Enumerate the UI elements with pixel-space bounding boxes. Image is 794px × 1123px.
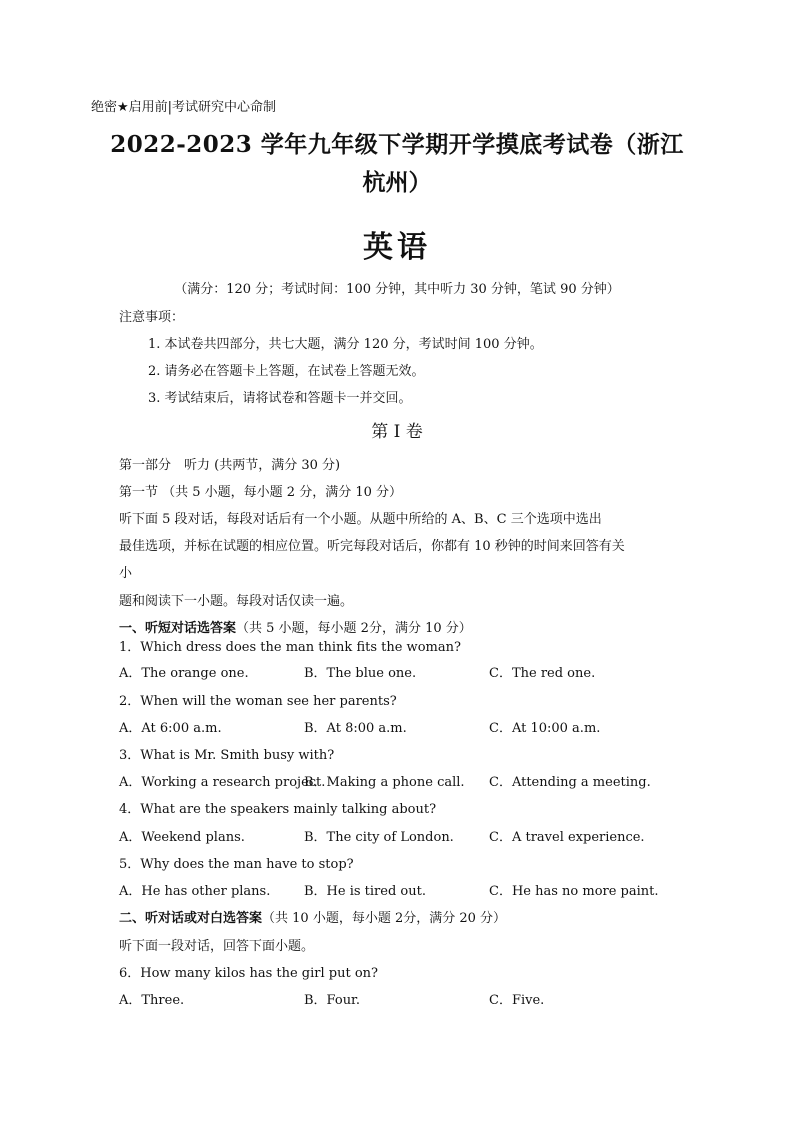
subsection1-heading bbox=[119, 617, 472, 636]
option-b: B．He is tired out. bbox=[304, 884, 426, 899]
instruction-line: 最佳选项，并标在试题的相应位置。听完每段对话后，你都有 10 秒钟的时间来回答有关 bbox=[119, 539, 625, 554]
subsection2-suffix: （共 10 小题，每小题 2分，满分 20 分） bbox=[262, 911, 507, 926]
section1-title: 第一节 （共 5 小题，每小题 2 分，满分 10 分） bbox=[119, 485, 403, 500]
note-item: 2. 请务必在答题卡上答题，在试卷上答题无效。 bbox=[148, 364, 425, 379]
subsection1-suffix: （共 5 小题，每小题 2分，满分 10 分） bbox=[236, 621, 472, 636]
option-c: C．Attending a meeting. bbox=[489, 775, 651, 790]
option-a: A．Working a research project. bbox=[119, 775, 326, 790]
option-c: C．Five. bbox=[489, 993, 545, 1008]
part1-title: 第一部分 听力 (共两节，满分 30 分) bbox=[119, 458, 341, 473]
option-a: A．The orange one. bbox=[119, 666, 249, 681]
confidential-label: 绝密★启用前|考试研究中心命制 bbox=[91, 100, 277, 115]
question-text: 4．What are the speakers mainly talking about? bbox=[119, 802, 437, 817]
score-info: （满分：120 分；考试时间：100 分钟，其中听力 30 分钟，笔试 90 分钟） bbox=[174, 282, 620, 297]
option-a: A．He has other plans. bbox=[119, 884, 271, 899]
question-text: 6．How many kilos has the girl put on? bbox=[119, 966, 378, 981]
option-c: C．The red one. bbox=[489, 666, 596, 681]
subsection2-heading bbox=[119, 907, 506, 926]
subject-title: 英语 bbox=[363, 230, 431, 265]
option-b: B．Four. bbox=[304, 993, 360, 1008]
option-a: A．At 6:00 a.m. bbox=[119, 721, 222, 736]
exam-title-line1: 2022-2023 学年九年级下学期开学摸底考试卷（浙江 bbox=[110, 131, 684, 158]
volume-heading: 第 I 卷 bbox=[371, 422, 423, 442]
option-c: C．A travel experience. bbox=[489, 830, 645, 845]
option-b: B．The city of London. bbox=[304, 830, 454, 845]
question-text: 3．What is Mr. Smith busy with? bbox=[119, 748, 335, 763]
instruction-line: 小 bbox=[119, 566, 133, 581]
subsection2-title: 二、听对话或对白选答案 bbox=[119, 911, 263, 926]
option-c: C．He has no more paint. bbox=[489, 884, 659, 899]
option-b: B．At 8:00 a.m. bbox=[304, 721, 407, 736]
subsection1-title: 一、听短对话选答案 bbox=[119, 621, 237, 636]
option-b: B．The blue one. bbox=[304, 666, 417, 681]
option-c: C．At 10:00 a.m. bbox=[489, 721, 601, 736]
option-b: B．Making a phone call. bbox=[304, 775, 465, 790]
question-text: 2．When will the woman see her parents? bbox=[119, 694, 397, 709]
question-text: 1．Which dress does the man think fits the woman? bbox=[119, 640, 461, 655]
subsection2-intro: 听下面一段对话，回答下面小题。 bbox=[119, 939, 315, 954]
option-a: A．Weekend plans. bbox=[119, 830, 245, 845]
note-item: 1. 本试卷共四部分，共七大题，满分 120 分，考试时间 100 分钟。 bbox=[148, 337, 543, 352]
notes-heading: 注意事项： bbox=[119, 310, 185, 325]
exam-title-line2: 杭州） bbox=[362, 169, 432, 196]
question-text: 5．Why does the man have to stop? bbox=[119, 857, 354, 872]
instruction-line: 题和阅读下一小题。每段对话仅读一遍。 bbox=[119, 594, 354, 609]
instruction-line: 听下面 5 段对话，每段对话后有一个小题。从题中所给的 A、B、C 三个选项中选出 bbox=[119, 512, 602, 527]
note-item: 3. 考试结束后，请将试卷和答题卡一并交回。 bbox=[148, 391, 412, 406]
option-a: A．Three. bbox=[119, 993, 185, 1008]
